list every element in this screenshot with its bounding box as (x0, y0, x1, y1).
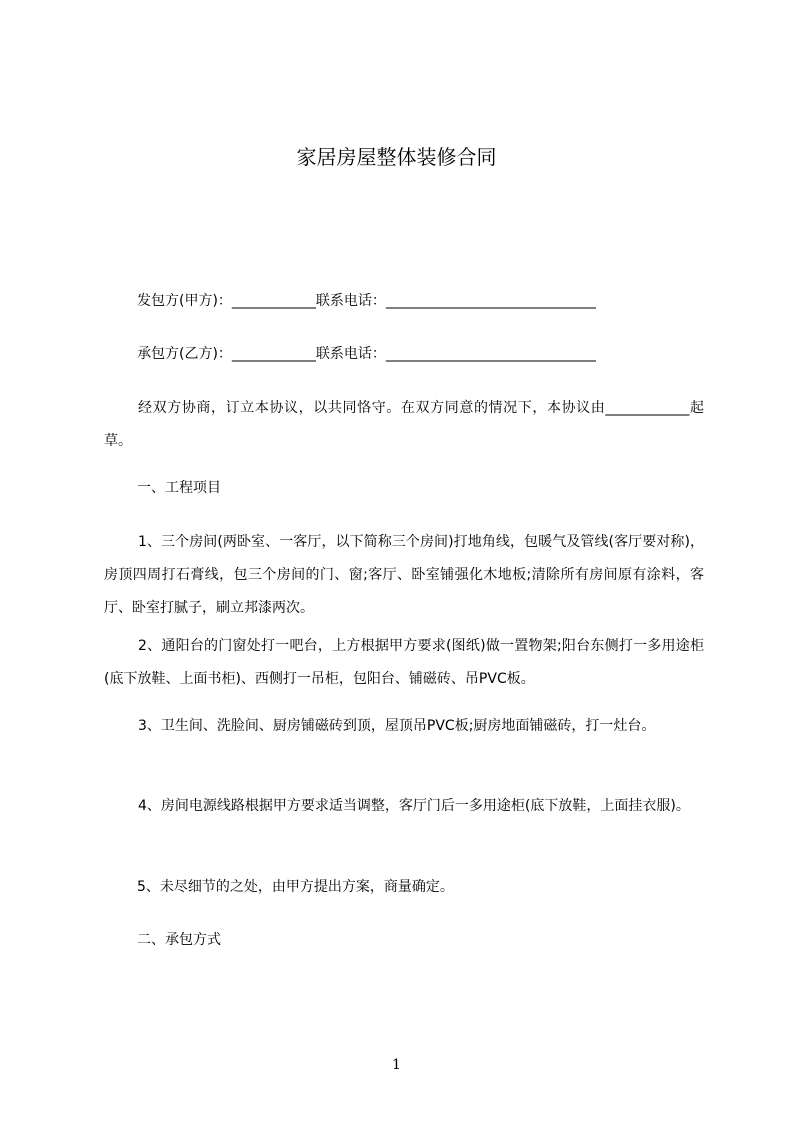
project-item-1: 1、三个房间(两卧室、一客厅，以下简称三个房间)打地角线，包暖气及管线(客厅要对称)，房顶四周打石膏线，包三个房间的门、窗;客厅、卧室铺强化木地板;清除所有房间原有涂料，客厅、卧室打腻子，刷立邦漆两次。 (104, 534, 704, 616)
party-a-line: 发包方(甲方)：____________联系电话：______________________________ (137, 293, 596, 309)
page-number: 1 (392, 1057, 401, 1073)
party-b-line: 承包方(乙方)：____________联系电话：______________________________ (137, 346, 596, 362)
section-2-heading: 二、承包方式 (137, 932, 221, 948)
agreement-paragraph: 经双方协商，订立本协议，以共同恪守。在双方同意的情况下，本协议由____________起草。 (104, 400, 704, 449)
project-item-2: 2、通阳台的门窗处打一吧台，上方根据甲方要求(图纸)做一置物架;阳台东侧打一多用途柜(底下放鞋、上面书柜)、西侧打一吊柜，包阳台、铺磁砖、吊PVC板。 (104, 638, 704, 687)
project-item-3: 3、卫生间、洗脸间、厨房铺磁砖到顶，屋顶吊PVC板;厨房地面铺磁砖，打一灶台。 (138, 718, 656, 734)
project-item-4: 4、房间电源线路根据甲方要求适当调整，客厅门后一多用途柜(底下放鞋，上面挂衣服)。 (138, 798, 690, 814)
project-item-5: 5、未尽细节的之处，由甲方提出方案，商量确定。 (137, 879, 454, 895)
document-title: 家居房屋整体装修合同 (296, 145, 497, 169)
section-1-heading: 一、工程项目 (137, 480, 221, 496)
